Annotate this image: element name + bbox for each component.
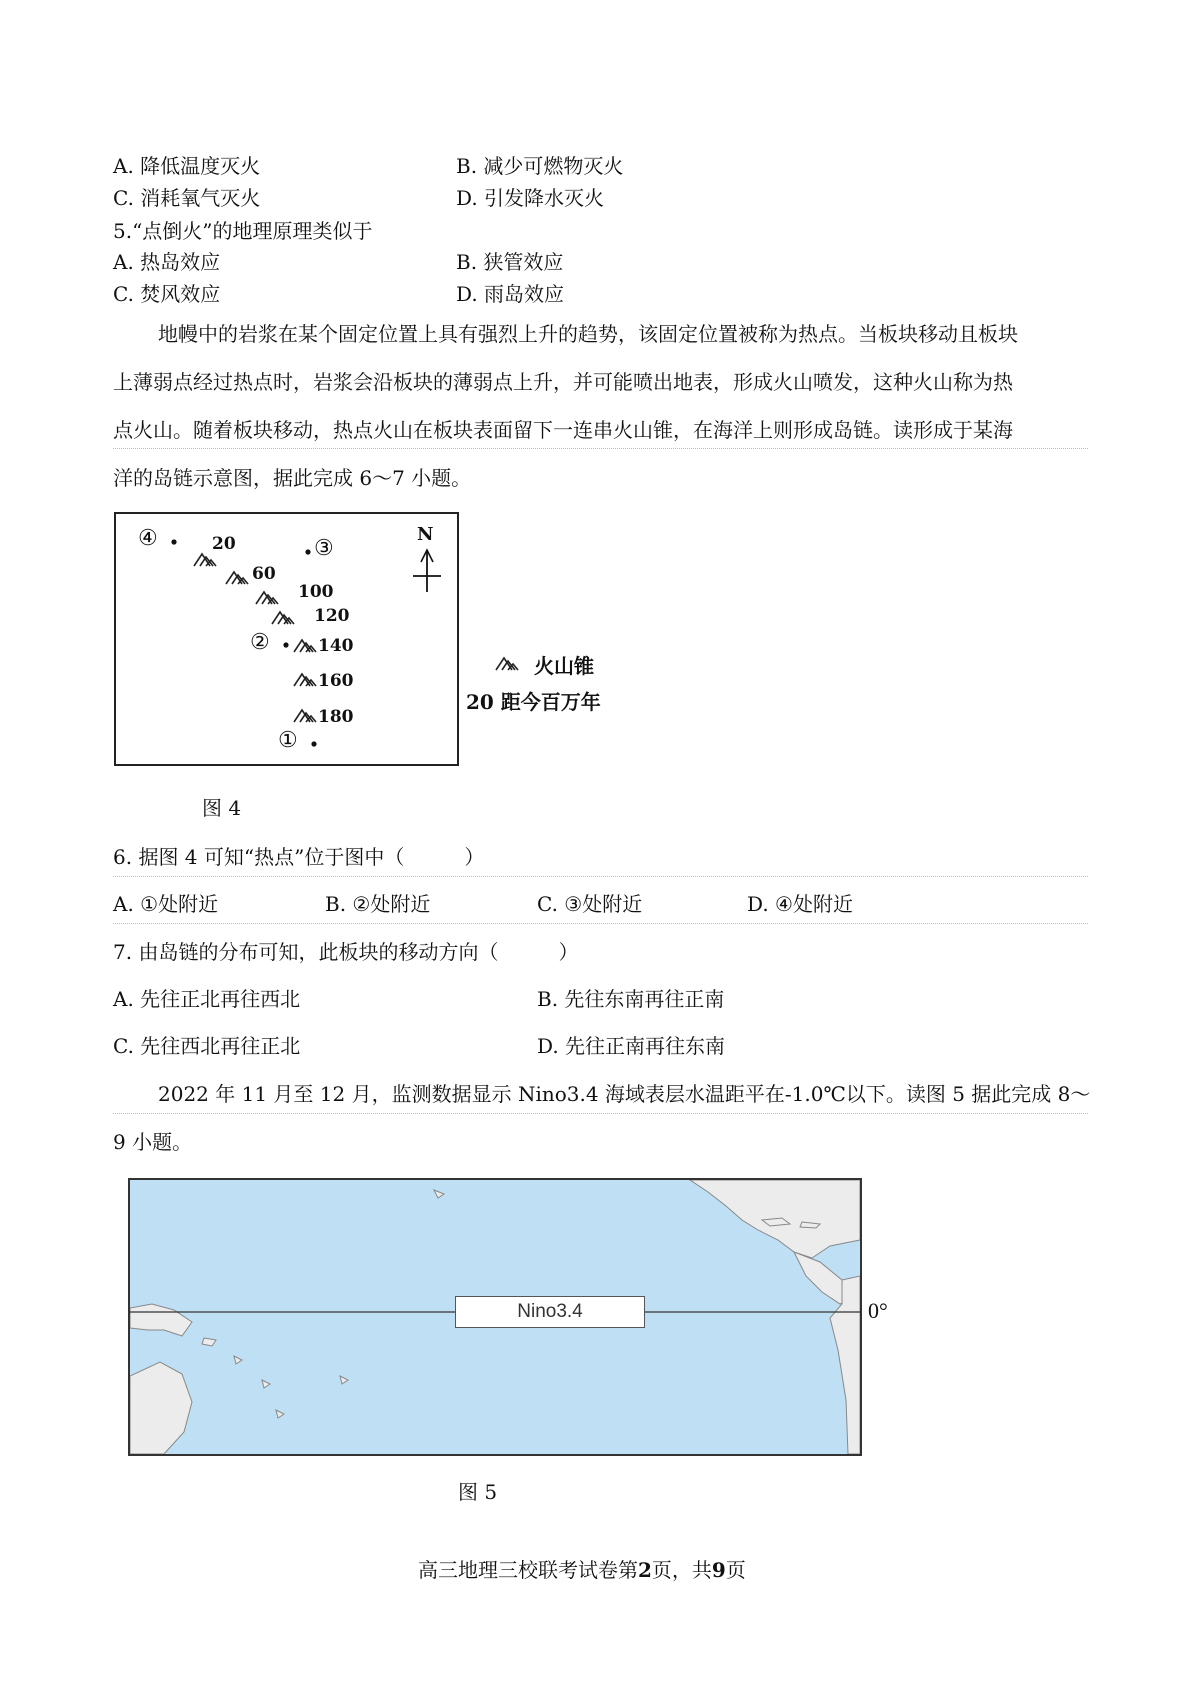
point-3-label: ③ xyxy=(314,536,334,561)
passage1-line4: 洋的岛链示意图，据此完成 6～7 小题。 xyxy=(113,466,472,490)
volcano-icon xyxy=(194,554,216,566)
age-label: 180 xyxy=(318,707,354,727)
q7-option-b: B. 先往东南再往正南 xyxy=(537,987,725,1011)
q4-option-a: A. 降低温度灭火 xyxy=(113,154,261,178)
q5-stem: 5.“点倒火”的地理原理类似于 xyxy=(113,219,373,243)
figure4-box xyxy=(114,512,459,766)
page-footer xyxy=(418,1558,746,1582)
passage1-line2: 上薄弱点经过热点时，岩浆会沿板块的薄弱点上升，并可能喷出地表，形成火山喷发，这种火山称为热 xyxy=(113,370,1013,394)
passage1-line1: 地幔中的岩浆在某个固定位置上具有强烈上升的趋势，该固定位置被称为热点。当板块移动且板块 xyxy=(158,322,1018,346)
age-label: 140 xyxy=(318,636,354,656)
volcano-icon xyxy=(294,640,316,652)
age-label: 100 xyxy=(298,582,334,602)
nino34-region-label: Nino3.4 xyxy=(455,1296,645,1328)
q6-option-b: B. ②处附近 xyxy=(325,892,431,916)
volcano-icon xyxy=(226,572,248,584)
footer-suffix: 页 xyxy=(725,1558,746,1582)
q7-option-d: D. 先往正南再往东南 xyxy=(537,1034,726,1058)
volcano-icon xyxy=(256,592,278,604)
figure5-map xyxy=(128,1178,862,1456)
footer-prefix: 高三地理三校联考试卷第 xyxy=(418,1558,638,1582)
figure5-caption: 图 5 xyxy=(458,1480,498,1504)
north-label: N xyxy=(417,524,434,545)
volcano-icon xyxy=(294,710,316,722)
volcano-icon xyxy=(294,674,316,686)
q5-option-a: A. 热岛效应 xyxy=(113,250,221,274)
age-label: 20 xyxy=(212,534,236,554)
q7-stem: 7. 由岛链的分布可知，此板块的移动方向（ ） xyxy=(113,940,579,964)
q4-option-d: D. 引发降水灭火 xyxy=(456,186,605,210)
q4-option-b: B. 减少可燃物灭火 xyxy=(456,154,624,178)
dotted-rule xyxy=(113,448,1088,449)
q5-option-c: C. 焚风效应 xyxy=(113,282,221,306)
dotted-rule xyxy=(113,923,1088,924)
point-4-label: ④ xyxy=(138,526,158,551)
age-label: 60 xyxy=(252,564,276,584)
legend-age-label: 20 距今百万年 xyxy=(466,690,601,714)
point-2-label: ② xyxy=(250,630,270,655)
equator-label: 0° xyxy=(868,1298,888,1323)
q7-option-a: A. 先往正北再往西北 xyxy=(113,987,301,1011)
q5-option-b: B. 狭管效应 xyxy=(456,250,564,274)
figure4-caption: 图 4 xyxy=(202,796,242,820)
age-label: 120 xyxy=(314,606,350,626)
figure4-diagram xyxy=(116,514,457,764)
passage2-line2: 9 小题。 xyxy=(113,1130,193,1154)
q5-option-d: D. 雨岛效应 xyxy=(456,282,565,306)
q4-option-c: C. 消耗氧气灭火 xyxy=(113,186,261,210)
q6-option-c: C. ③处附近 xyxy=(537,892,643,916)
passage2-line1: 2022 年 11 月至 12 月，监测数据显示 Nino3.4 海域表层水温距平在-1.0℃以下。读图 5 据此完成 8～ xyxy=(158,1082,1091,1106)
q6-stem: 6. 据图 4 可知“热点”位于图中（ ） xyxy=(113,845,485,869)
q6-option-d: D. ④处附近 xyxy=(747,892,853,916)
passage1-line3: 点火山。随着板块移动，热点火山在板块表面留下一连串火山锥，在海洋上则形成岛链。读形成于某海 xyxy=(113,418,1013,442)
dotted-rule xyxy=(113,1113,1088,1114)
age-label: 160 xyxy=(318,671,354,691)
footer-mid: 页，共 xyxy=(651,1558,712,1582)
legend-volcano-label: 火山锥 xyxy=(534,654,594,678)
q7-option-c: C. 先往西北再往正北 xyxy=(113,1034,301,1058)
dotted-rule xyxy=(113,876,1088,877)
footer-page-number: 2 xyxy=(638,1558,652,1582)
legend-volcano-icon xyxy=(494,652,528,674)
volcano-icon xyxy=(272,612,294,624)
footer-total-pages: 9 xyxy=(711,1558,726,1582)
point-1-label: ① xyxy=(278,728,298,753)
q6-option-a: A. ①处附近 xyxy=(113,892,219,916)
